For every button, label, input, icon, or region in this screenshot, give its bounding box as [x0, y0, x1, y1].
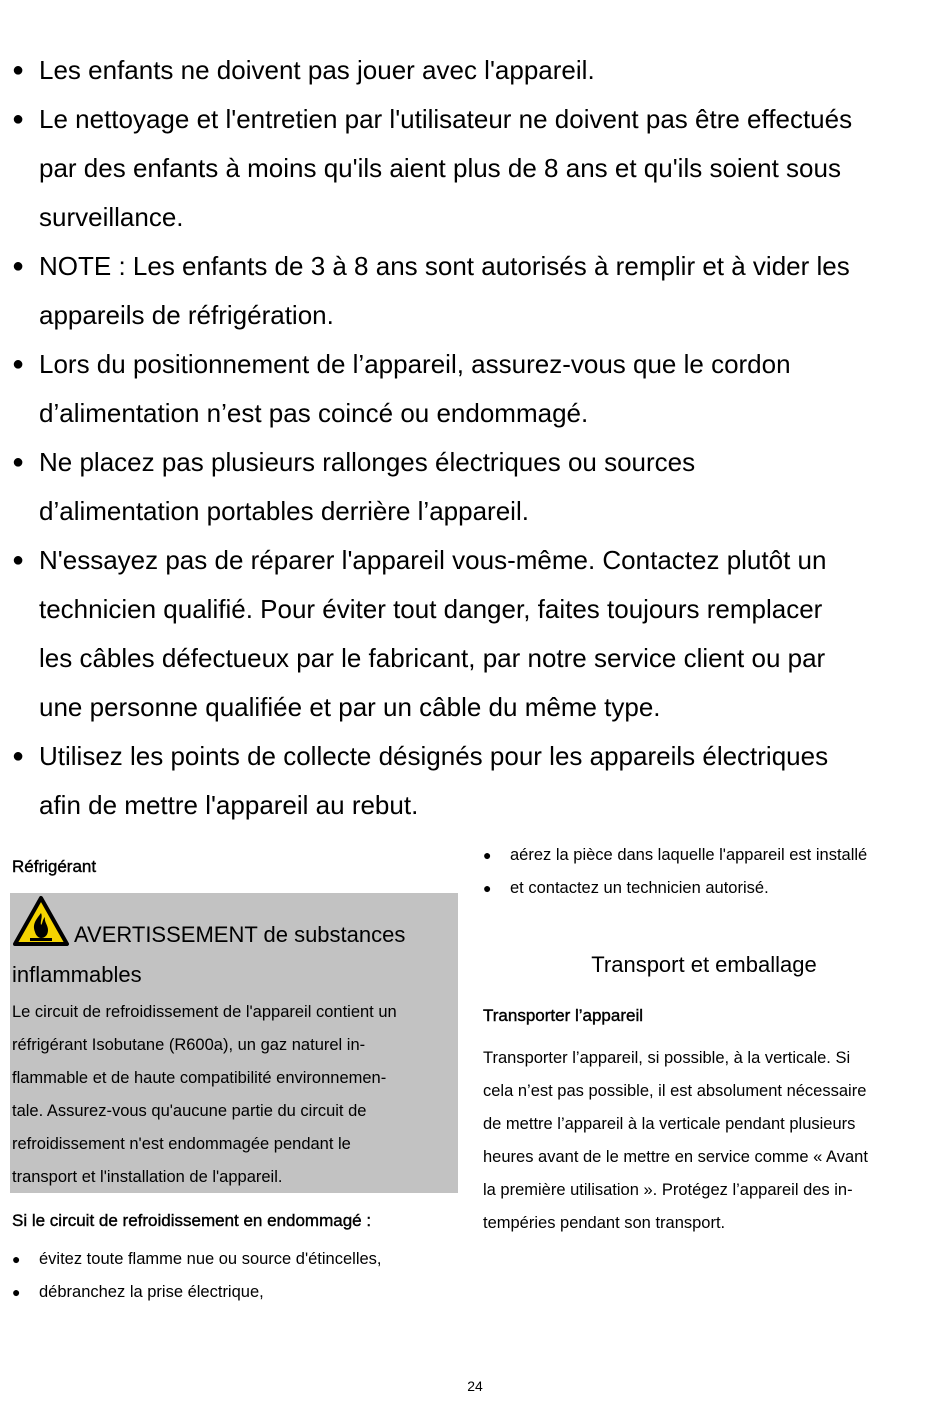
warning-title: AVERTISSEMENT de substances inflammables: [12, 922, 406, 987]
page-number: 24: [467, 1378, 483, 1394]
list-item: ● Les enfants ne doivent pas jouer avec l'appareil.: [12, 55, 595, 85]
list-item: ● N'essayez pas de réparer l'appareil vous-même. Contactez plutôt un technicien qualifié. Pour éviter tout danger, faites toujours remplacer les câbles défectueux par le fabricant, par notre service client ou par une personne qualifiée et par un câble du même type.: [12, 545, 827, 722]
list-item: ● NOTE : Les enfants de 3 à 8 ans sont autorisés à remplir et à vider les appareils de réfrigération.: [12, 251, 850, 330]
damage-list-continued: [483, 839, 933, 905]
transport-heading: Transporter l’appareil: [483, 1006, 643, 1025]
warning-text: Le circuit de refroidissement de l'appareil contient un réfrigérant Isobutane (R600a), un gaz naturel in- flammable et de haute compatibilité environnemen- tale. Assurez-vous qu'aucune partie du circuit de refroidissement n'est endommagée pendant le transport et l'installation de l'appareil.: [12, 1003, 397, 1186]
list-item: ● et contactez un technicien autorisé.: [483, 879, 769, 897]
list-item: ● aérez la pièce dans laquelle l'appareil est installé: [483, 846, 868, 864]
list-item: ● Lors du positionnement de l’appareil, assurez-vous que le cordon d’alimentation n’est pas coincé ou endommagé.: [12, 349, 791, 428]
damage-list: [12, 1243, 452, 1309]
list-item: ● évitez toute flamme nue ou source d'étincelles,: [12, 1250, 382, 1268]
safety-bullet-list: [12, 46, 932, 830]
flammable-warning-box: [10, 893, 458, 1193]
refrigerant-heading: Réfrigérant: [12, 857, 97, 876]
list-item: ● Utilisez les points de collecte désignés pour les appareils électriques afin de mettre l'appareil au rebut.: [12, 741, 829, 820]
list-item: ● débranchez la prise électrique,: [12, 1283, 264, 1301]
section-title: Transport et emballage: [591, 952, 817, 977]
transport-paragraph: Transporter l’appareil, si possible, à la verticale. Si cela n’est pas possible, il est absolument nécessaire de mettre l’appareil à la verticale pendant plusieurs heures avant de le mettre en service comme « Avant la première utilisation ». Protégez l’appareil des in- tempéries pendant son transport.: [483, 1049, 868, 1232]
damage-heading: Si le circuit de refroidissement en endommagé :: [12, 1211, 372, 1230]
list-item: ● Ne placez pas plusieurs rallonges électriques ou sources d’alimentation portables derrière l’appareil.: [12, 447, 696, 526]
list-item: ● Le nettoyage et l'entretien par l'utilisateur ne doivent pas être effectués par des enfants à moins qu'ils aient plus de 8 ans et qu'ils soient sous surveillance.: [12, 104, 853, 232]
